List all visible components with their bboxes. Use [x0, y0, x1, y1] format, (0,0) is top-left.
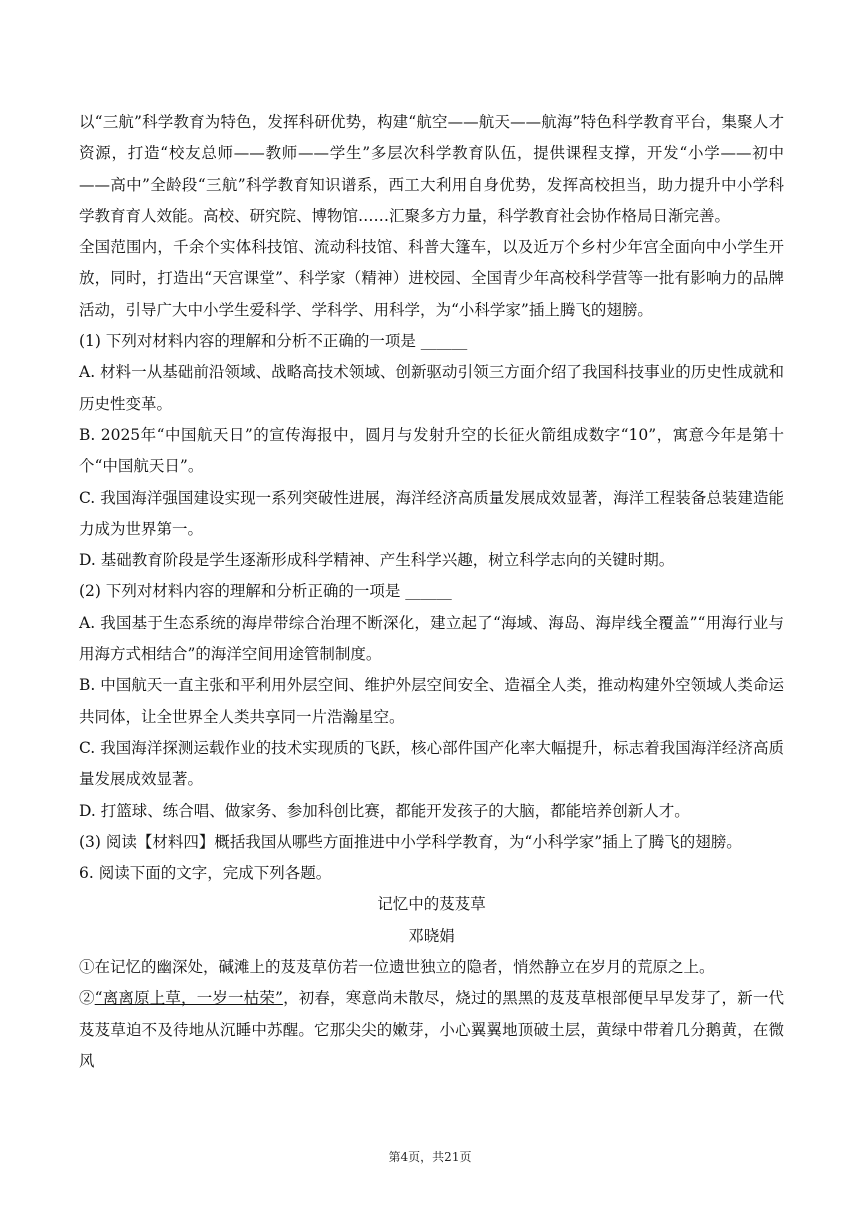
question-1: (1) 下列对材料内容的理解和分析不正确的一项是 ______: [79, 332, 468, 351]
question-1-option-b: B. 2025年“中国航天日”的宣传海报中，圆月与发射升空的长征火箭组成数字“10”，寓意今年是第十个“中国航天日”。: [79, 425, 784, 476]
question-2-option-b: B. 中国航天一直主张和平利用外层空间、维护外层空间安全、造福全人类，推动构建外空领域人类命运共同体，让全世界全人类共享同一片浩瀚星空。: [79, 676, 784, 726]
article-title: 记忆中的芨芨草: [377, 895, 486, 914]
question-2-option-d: D. 打篮球、练合唱、做家务、参加科创比赛，都能开发孩子的大脑，都能培养创新人才。: [79, 801, 690, 820]
paragraph-number: ②: [79, 989, 95, 1008]
material-paragraph-2: 全国范围内，千余个实体科技馆、流动科技馆、科普大篷车，以及近万个乡村少年宫全面向中小学生开放，同时，打造出“天宫课堂”、科学家（精神）进校园、全国青少年高校科学营等一批有影响力的品牌活动，引导广大中小学生爱科学、学科学、用科学，为“小科学家”插上腾飞的翅膀。: [79, 238, 784, 319]
question-3: (3) 阅读【材料四】概括我国从哪些方面推进中小学科学教育，为“小科学家”插上了腾飞的翅膀。: [79, 832, 742, 851]
question-1-option-d: D. 基础教育阶段是学生逐渐形成科学精神、产生科学兴趣，树立科学志向的关键时期。: [79, 551, 675, 570]
article-paragraph-2: [79, 983, 784, 1077]
question-1-option-c: C. 我国海洋强国建设实现一系列突破性进展，海洋经济高质量发展成效显著，海洋工程装备总装建造能力成为世界第一。: [79, 488, 784, 538]
page-content: [79, 107, 784, 1077]
question-2-option-c: C. 我国海洋探测运载作业的技术实现质的飞跃，核心部件国产化率大幅提升，标志着我国海洋经济高质量发展成效显著。: [79, 738, 784, 789]
question-1-option-a: A. 材料一从基础前沿领域、战略高技术领域、创新驱动引领三方面介绍了我国科技事业的历史性成就和历史性变革。: [79, 363, 784, 413]
question-2-option-a: A. 我国基于生态系统的海岸带综合治理不断深化，建立起了“海域、海岛、海岸线全覆盖”“用海行业与用海方式相结合”的海洋空间用途管制制度。: [79, 613, 784, 664]
page-footer: 第4页，共21页: [388, 1150, 472, 1164]
question-6-intro: 6. 阅读下面的文字，完成下列各题。: [79, 864, 332, 883]
article-paragraph-1: ①在记忆的幽深处，碱滩上的芨芨草仿若一位遗世独立的隐者，悄然静立在岁月的荒原之上。: [79, 958, 715, 977]
paragraph-text: ，初春，寒意尚未散尽，烧过的黑黑的芨芨草根部便早早发芽了，新一代芨芨草迫不及待地从沉睡中苏醒。它那尖尖的嫩芽，小心翼翼地顶破土层，黄绿中带着几分鹅黄，在微风: [79, 989, 784, 1070]
question-2: (2) 下列对材料内容的理解和分析正确的一项是 ______: [79, 582, 452, 601]
article-author: 邓晓娟: [408, 926, 455, 945]
underlined-quote: “离离原上草，一岁一枯荣”: [94, 989, 283, 1008]
material-paragraph-1: 以“三航”科学教育为特色，发挥科研优势，构建“航空——航天——航海”特色科学教育平台，集聚人才资源，打造“校友总师——教师——学生”多层次科学教育队伍，提供课程支撑，开发“小学——初中——高中”全龄段“三航”科学教育知识谱系，西工大利用自身优势，发挥高校担当，助力提升中小学科学教育育人效能。高校、研究院、博物馆……汇聚多方力量，科学教育社会协作格局日渐完善。: [79, 113, 784, 225]
